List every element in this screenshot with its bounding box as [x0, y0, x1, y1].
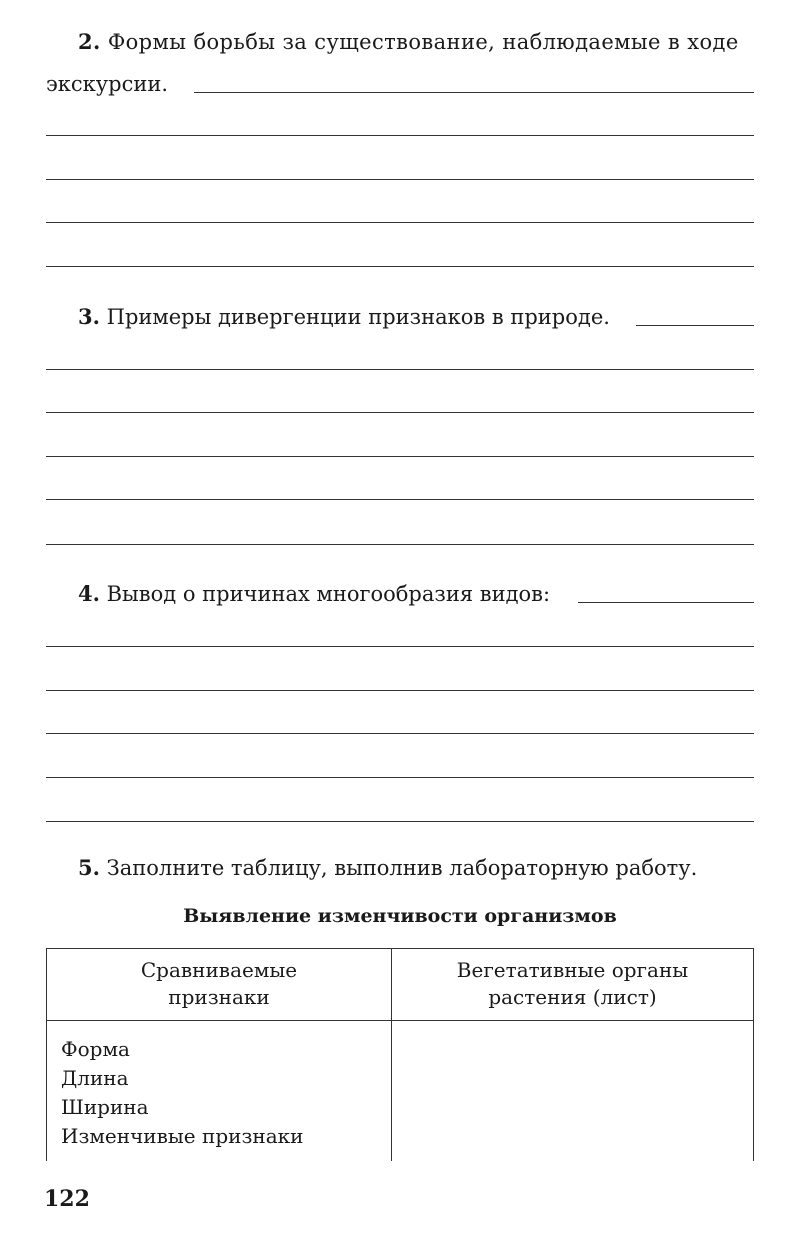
header-col1-line1: Сравниваемые: [140, 958, 298, 982]
answer-line[interactable]: [636, 325, 754, 326]
answer-line[interactable]: [46, 135, 754, 136]
answer-line[interactable]: [46, 369, 754, 370]
answer-line[interactable]: [46, 222, 754, 223]
question-2-line1: [78, 28, 739, 56]
answer-line[interactable]: [46, 821, 754, 822]
answer-line[interactable]: [46, 733, 754, 734]
answer-line[interactable]: [578, 602, 754, 603]
answer-line[interactable]: [46, 499, 754, 500]
question-2-line2: экскурсии.: [46, 72, 169, 96]
answer-line[interactable]: [46, 544, 754, 545]
question-2-number: 2.: [78, 29, 101, 54]
question-3-text: Примеры дивергенции признаков в природе.: [106, 305, 610, 329]
answer-line[interactable]: [46, 266, 754, 267]
question-2-text: Формы борьбы за существование, наблюдаемые в ходе: [107, 30, 739, 54]
table-row: [47, 1021, 754, 1162]
question-4-text: Вывод о причинах многообразия видов:: [106, 582, 551, 606]
feature-width: Ширина: [61, 1095, 149, 1119]
header-vegetative-organs: [392, 949, 754, 1021]
answer-cell[interactable]: [392, 1021, 754, 1162]
features-cell: [47, 1021, 392, 1162]
question-3-number: 3.: [78, 304, 100, 329]
question-5-text: Заполните таблицу, выполнив лабораторную работу.: [106, 856, 698, 880]
answer-line[interactable]: [46, 646, 754, 647]
answer-line[interactable]: [46, 179, 754, 180]
variability-table: [46, 948, 754, 1161]
table-header-row: [47, 949, 754, 1021]
table-title: Выявление изменчивости организмов: [183, 905, 617, 927]
answer-line[interactable]: [46, 412, 754, 413]
question-5: [78, 854, 697, 882]
page-number: 122: [44, 1186, 90, 1212]
question-3: [78, 303, 610, 331]
question-4: [78, 580, 550, 608]
header-col2-line1: Вегетативные органы: [456, 958, 689, 982]
answer-line[interactable]: [46, 690, 754, 691]
feature-length: Длина: [61, 1066, 129, 1090]
header-col1-line2: признаки: [168, 985, 270, 1009]
answer-line[interactable]: [194, 92, 754, 93]
question-5-number: 5.: [78, 855, 100, 880]
answer-line[interactable]: [46, 777, 754, 778]
question-4-number: 4.: [78, 581, 100, 606]
answer-line[interactable]: [46, 456, 754, 457]
header-compared-features: [47, 949, 392, 1021]
feature-variable-traits: Изменчивые признаки: [61, 1124, 304, 1148]
header-col2-line2: растения (лист): [488, 985, 657, 1009]
feature-shape: Форма: [61, 1037, 130, 1061]
